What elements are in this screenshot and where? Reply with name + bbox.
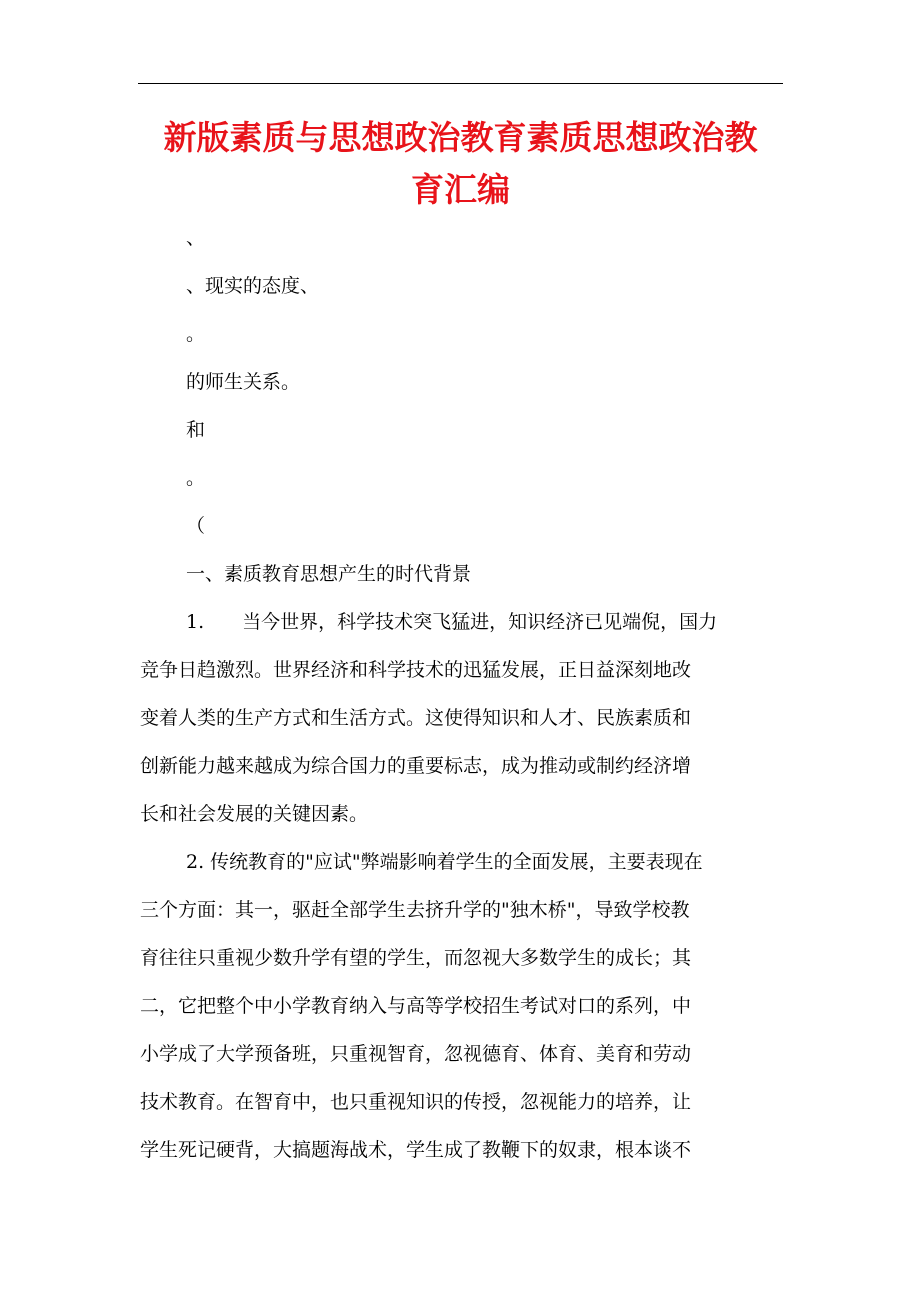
document-title — [138, 112, 783, 216]
document-body — [140, 214, 780, 1174]
section-heading: 一、素质教育思想产生的时代背景 — [186, 563, 472, 585]
fragment-line: 、现实的态度、 — [186, 275, 320, 297]
paragraph-2-line-7: 学生死记硬背，大搞题海战术，学生成了教鞭下的奴隶，根本谈不 — [140, 1139, 692, 1161]
paragraph-1-line-4: 创新能力越来越成为综合国力的重要标志，成为推动或制约经济增 — [140, 755, 692, 777]
paragraph-2 — [140, 838, 780, 1174]
header-rule — [138, 83, 783, 84]
paragraph-1 — [140, 598, 780, 838]
fragment-line: （ — [186, 515, 206, 537]
paragraph-1-line-1 — [140, 598, 780, 646]
paragraph-2-line-1: 2. 传统教育的"应试"弊端影响着学生的全面发展，主要表现在 — [186, 851, 703, 873]
paragraph-1-text: 当今世界，科学技术突飞猛进，知识经济已见端倪，国力 — [242, 611, 718, 633]
paragraph-2-line-6: 技术教育。在智育中，也只重视知识的传授，忽视能力的培养，让 — [140, 1091, 692, 1113]
fragment-line: 。 — [186, 467, 206, 489]
fragment-line: 的师生关系。 — [186, 371, 301, 393]
paragraph-2-line-3: 育往往只重视少数升学有望的学生，而忽视大多数学生的成长；其 — [140, 947, 692, 969]
paragraph-2-line-4: 二，它把整个中小学教育纳入与高等学校招生考试对口的系列，中 — [140, 995, 692, 1017]
paragraph-2-line-5: 小学成了大学预备班，只重视智育，忽视德育、体育、美育和劳动 — [140, 1043, 692, 1065]
title-line-2: 育汇编 — [411, 170, 510, 209]
paragraph-1-number: 1. — [186, 611, 205, 633]
fragment-line: 。 — [186, 323, 206, 345]
paragraph-1-line-2: 竞争日趋激烈。世界经济和科学技术的迅猛发展，正日益深刻地改 — [140, 659, 692, 681]
fragment-line: 、 — [186, 227, 206, 249]
paragraph-1-line-3: 变着人类的生产方式和生活方式。这使得知识和人才、民族素质和 — [140, 707, 692, 729]
paragraph-1-line-5: 长和社会发展的关键因素。 — [140, 803, 369, 825]
title-line-1: 新版素质与思想政治教育素质思想政治教 — [163, 118, 758, 157]
paragraph-2-line-2: 三个方面：其一，驱赶全部学生去挤升学的"独木桥"，导致学校教 — [140, 899, 690, 921]
fragment-line: 和 — [186, 419, 206, 441]
